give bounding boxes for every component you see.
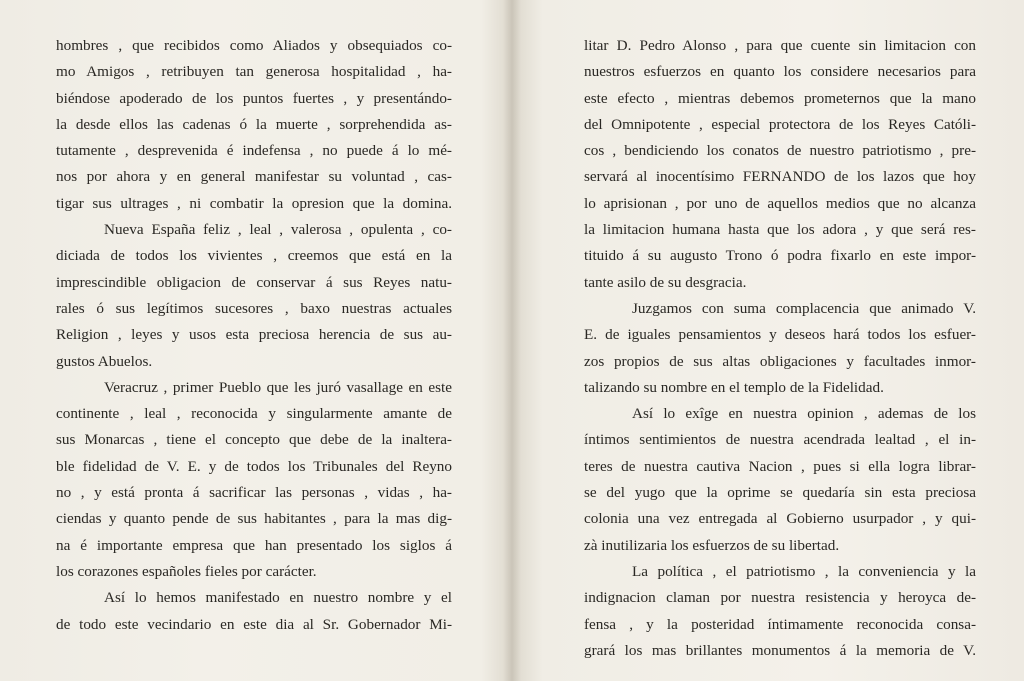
text-line: La política , el patriotismo , la conveniencia y la: [632, 562, 976, 580]
text-line: imprescindible obligacion de conservar á sus Reyes natu-: [56, 273, 452, 291]
text-line: la desde ellos las cadenas ó la muerte , sorprehendida as-: [56, 115, 452, 133]
text-line: sus Monarcas , tiene el concepto que debe de la inaltera-: [56, 431, 452, 449]
text-line: tituido á su augusto Trono ó podra fixarlo en este impor-: [584, 247, 976, 265]
text-line: biéndose apoderado de los puntos fuertes , y presentándo-: [56, 89, 452, 107]
text-line: ble fidelidad de V. E. y de todos los Tribunales del Reyno: [56, 457, 452, 475]
right-page: [584, 33, 976, 664]
text-line: colonia una vez entregada al Gobierno usurpador , y qui-: [584, 510, 976, 528]
text-line: tante asilo de su desgracia.: [584, 273, 747, 291]
text-line: tigar sus ultrages , ni combatir la opresion que la domina.: [56, 194, 452, 212]
text-line: grará los mas brillantes monumentos á la memoria de V.: [584, 641, 976, 659]
text-line: no , y está pronta á sacrificar las personas , vidas , ha-: [56, 484, 452, 502]
text-line: Religion , leyes y usos esta preciosa herencia de sus au-: [56, 326, 452, 344]
text-line: zà inutilizaria los esfuerzos de su libertad.: [584, 536, 840, 554]
text-line: la limitacion humana hasta que los adora , y que será res-: [584, 221, 976, 239]
text-line: Así lo hemos manifestado en nuestro nombre y el: [104, 589, 452, 607]
text-line: lo aprisionan , por uno de aquellos medios que no alcanza: [584, 194, 976, 212]
text-line: zos propios de sus altas obligaciones y facultades inmor-: [584, 352, 976, 370]
text-line: teres de nuestra cautiva Nacion , pues si ella logra librar-: [584, 457, 976, 475]
text-line: Así lo exîge en nuestra opinion , ademas de los: [632, 405, 976, 423]
text-line: Juzgamos con suma complacencia que animado V.: [632, 299, 976, 317]
text-line: íntimos sentimientos de nuestra acendrada lealtad , el in-: [584, 431, 976, 449]
text-line: litar D. Pedro Alonso , para que cuente sin limitacion con: [584, 37, 976, 54]
text-line: talizando su nombre en el templo de la Fidelidad.: [584, 378, 884, 396]
text-line: mo Amigos , retribuyen tan generosa hospitalidad , ha-: [56, 63, 452, 81]
text-line: continente , leal , reconocida y singularmente amante de: [56, 405, 452, 423]
text-line: Veracruz , primer Pueblo que les juró vasallage en este: [104, 378, 452, 396]
text-line: del Omnipotente , especial protectora de los Reyes Católi-: [584, 115, 976, 133]
text-line: fensa , y la posteridad íntimamente reconocida consa-: [584, 615, 976, 633]
text-line: hombres , que recibidos como Aliados y obsequiados co-: [56, 37, 452, 54]
text-line: de todo este vecindario en este dia al Sr. Gobernador Mi-: [56, 615, 452, 633]
text-line: diciada de todos los vivientes , creemos que está en la: [56, 247, 452, 265]
text-line: los corazones españoles fieles por carácter.: [56, 562, 317, 580]
text-line: gustos Abuelos.: [56, 352, 153, 370]
text-line: na é importante empresa que han presentado los siglos á: [56, 536, 452, 554]
text-line: Nueva España feliz , leal , valerosa , opulenta , co-: [104, 221, 452, 239]
left-page: [56, 33, 452, 638]
text-line: se del yugo que la oprime se quedaría sin esta preciosa: [584, 484, 976, 502]
text-line: rales ó sus legítimos sucesores , baxo nuestras actuales: [56, 299, 452, 317]
text-line: este efecto , mientras debemos prometernos que la mano: [584, 89, 976, 107]
text-line: E. de iguales pensamientos y deseos hará todos los esfuer-: [584, 326, 976, 344]
text-line: indignacion claman por nuestra resistencia y heroyca de-: [584, 589, 976, 607]
text-line: nos por ahora y en general manifestar su voluntad , cas-: [56, 168, 452, 186]
text-line: nuestros esfuerzos en quanto los considere necesarios para: [584, 63, 976, 81]
text-line: tutamente , desprevenida é indefensa , no puede á lo mé-: [56, 142, 452, 160]
text-line: ciendas y quanto pende de sus habitantes , para la mas dig-: [56, 510, 452, 528]
text-line: servará al inocentísimo FERNANDO de los lazos que hoy: [584, 168, 976, 186]
book-gutter: [503, 0, 521, 681]
text-line: cos , bendiciendo los conatos de nuestro patriotismo , pre-: [584, 142, 976, 160]
